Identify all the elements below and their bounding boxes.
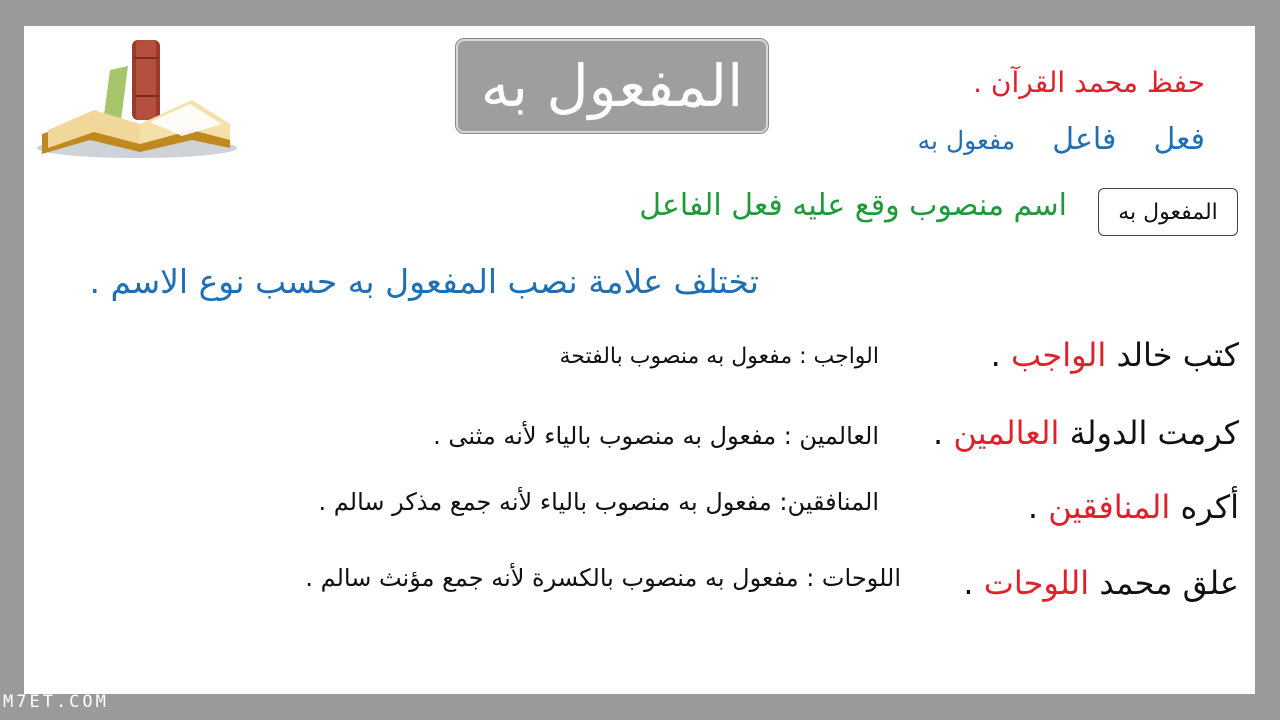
object-highlight: اللوحات	[983, 564, 1090, 602]
header-example-sentence: حفظ محمد القرآن .	[973, 66, 1205, 99]
object-highlight: الواجب	[1011, 336, 1107, 374]
watermark: M7ET.COM	[3, 692, 109, 712]
term-subject: فاعل	[1052, 122, 1117, 157]
object-highlight: المنافقين	[1048, 488, 1171, 526]
example-sentence	[1028, 488, 1239, 526]
sentence-text: علق محمد	[1089, 564, 1239, 602]
object-highlight: العالمين	[953, 414, 1060, 452]
slide	[24, 26, 1255, 694]
sentence-text: كرمت الدولة	[1059, 414, 1239, 452]
example-explanation: المنافقين: مفعول به منصوب بالياء لأنه جمع مذكر سالم .	[318, 488, 879, 516]
definition-label: المفعول به	[1098, 188, 1238, 236]
example-sentence	[933, 414, 1239, 452]
sentence-text: كتب خالد	[1106, 336, 1239, 374]
example-explanation: العالمين : مفعول به منصوب بالياء لأنه مثنى .	[433, 422, 879, 450]
example-explanation: اللوحات : مفعول به منصوب بالكسرة لأنه جمع مؤنث سالم .	[305, 564, 901, 592]
term-verb: فعل	[1153, 122, 1205, 157]
definition-text: اسم منصوب وقع عليه فعل الفاعل	[639, 188, 1067, 223]
sentence-end: .	[932, 414, 954, 452]
term-object: مفعول به	[917, 126, 1016, 155]
header-terms	[918, 122, 1205, 157]
page-title: المفعول به	[456, 39, 768, 133]
rule-text: تختلف علامة نصب المفعول به حسب نوع الاسم .	[89, 262, 759, 301]
sentence-end: .	[1027, 488, 1049, 526]
example-sentence	[991, 336, 1239, 374]
example-sentence	[963, 564, 1239, 602]
sentence-text: أكره	[1170, 488, 1239, 526]
sentence-end: .	[963, 564, 984, 602]
books-icon	[32, 36, 247, 166]
example-explanation: الواجب : مفعول به منصوب بالفتحة	[559, 344, 879, 369]
sentence-end: .	[990, 336, 1011, 374]
